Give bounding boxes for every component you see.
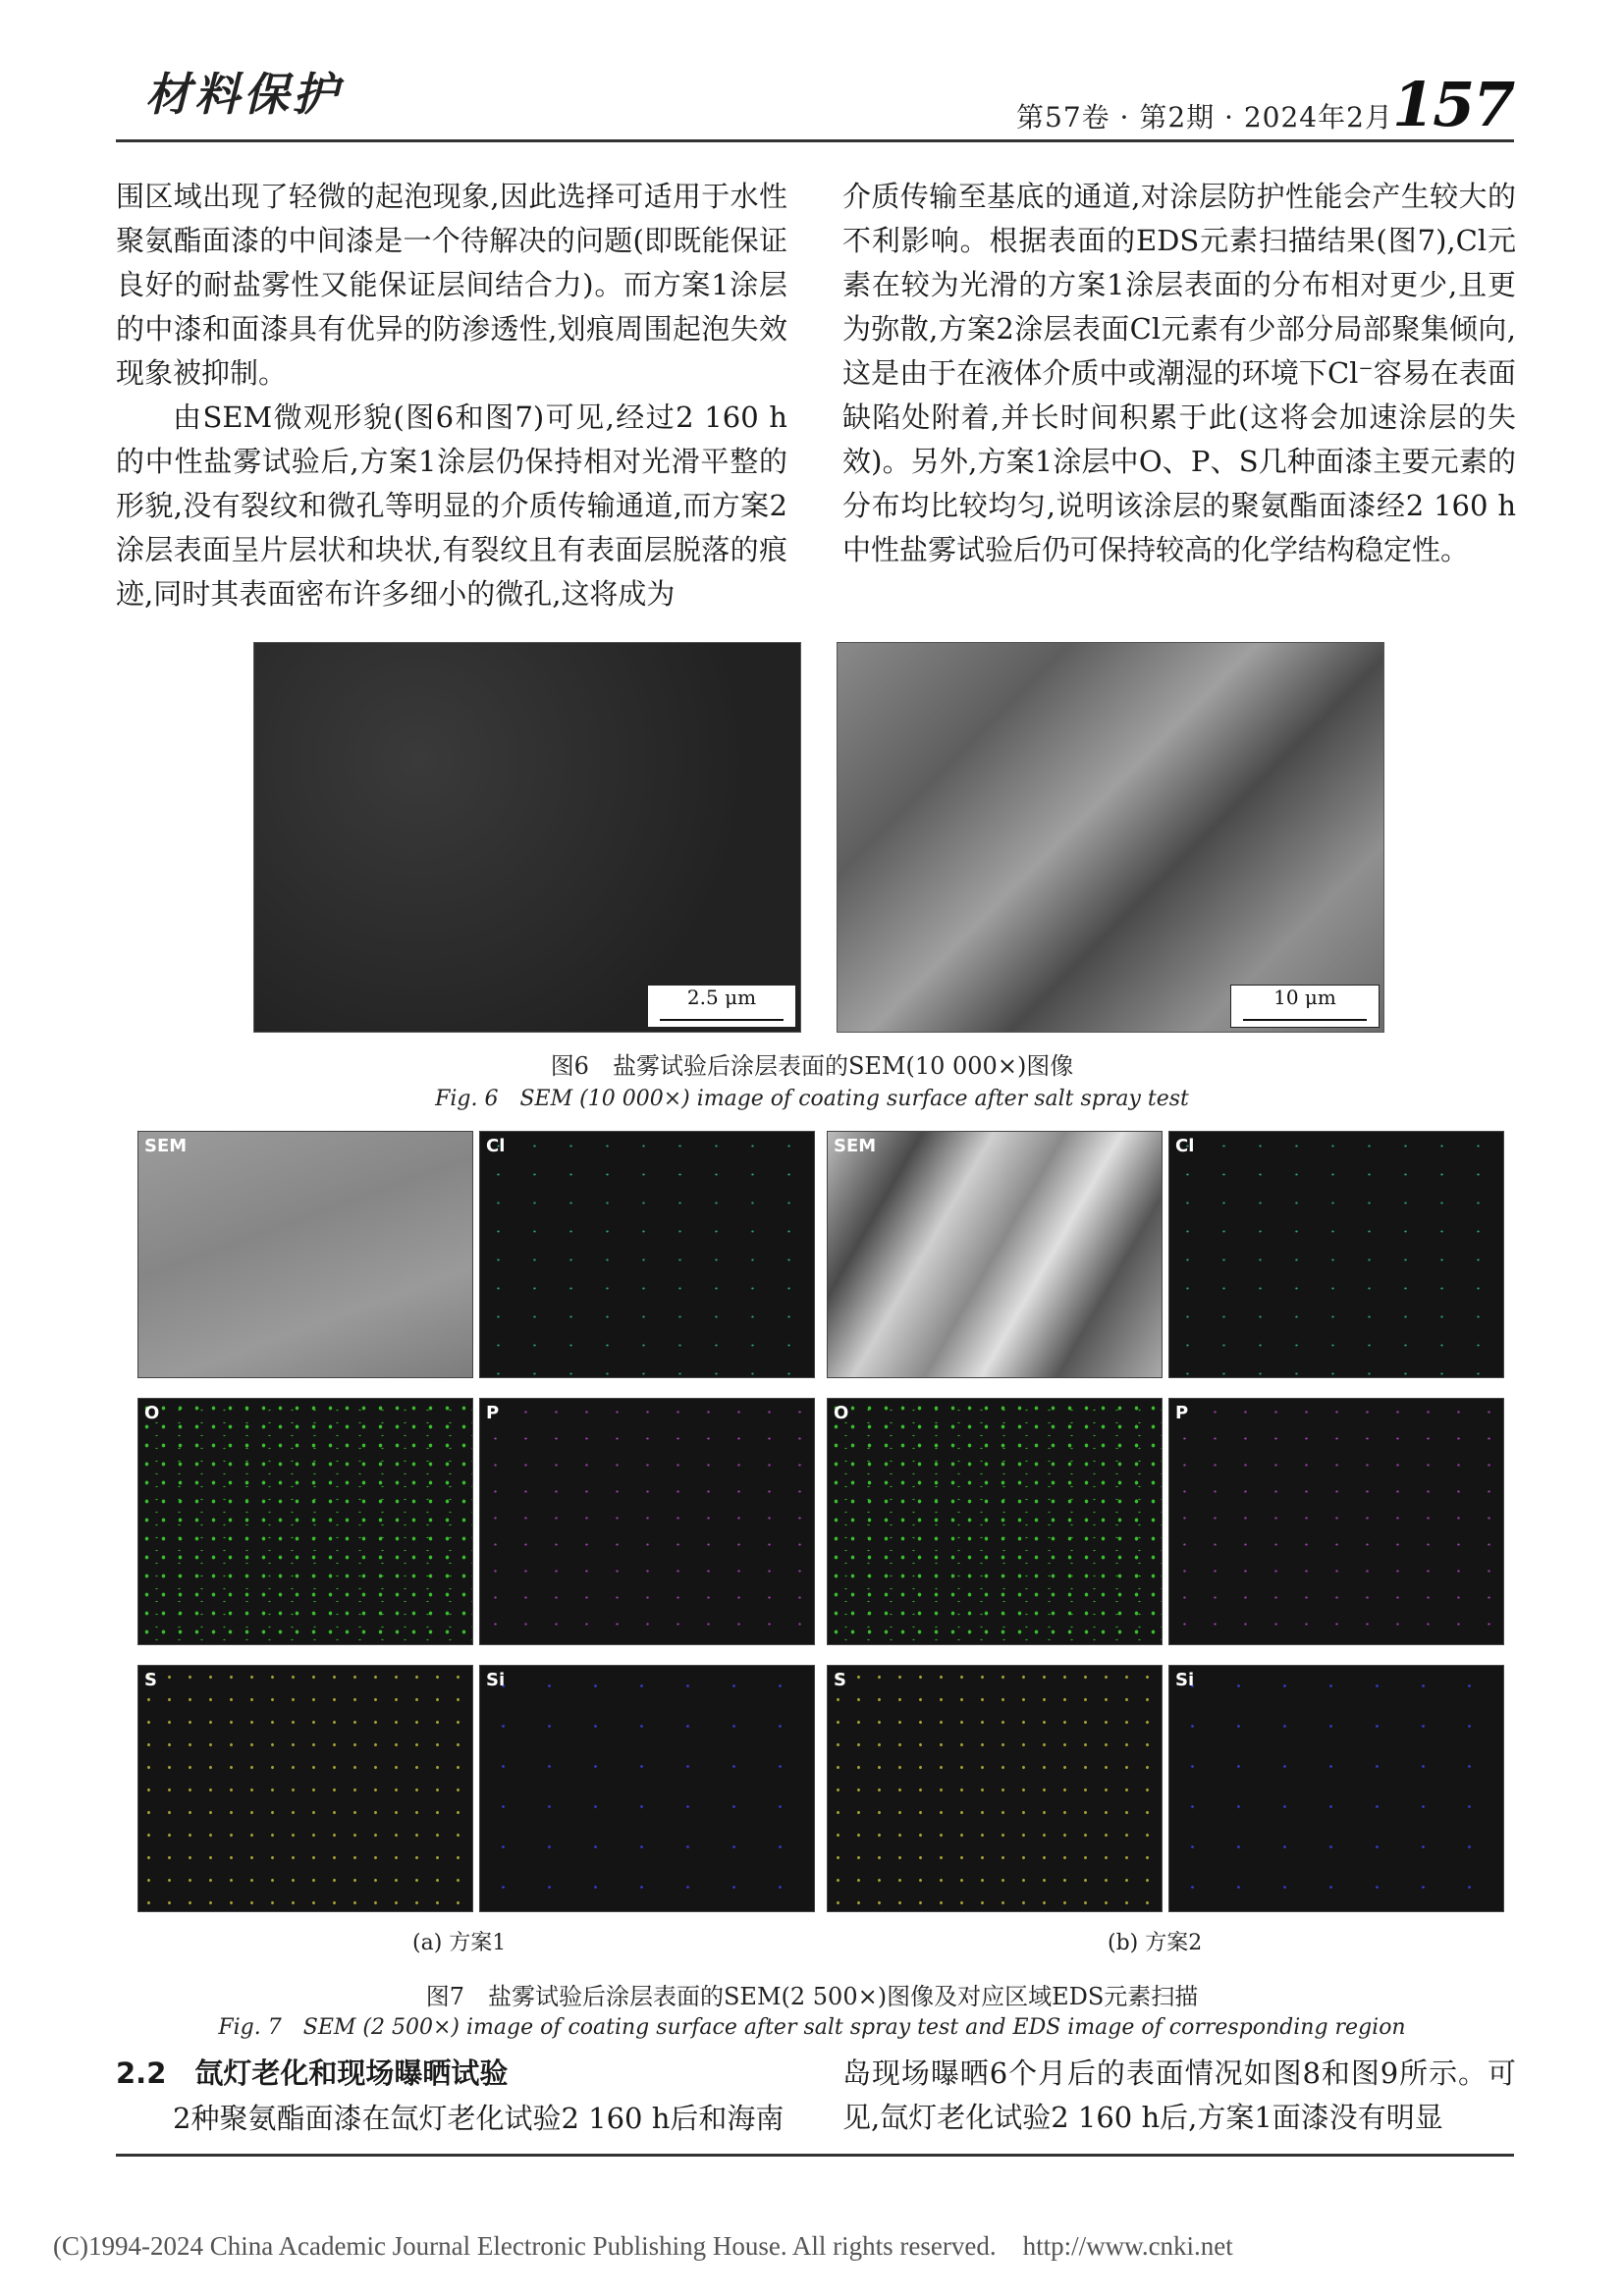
figure7-caption-en: Fig. 7 SEM (2 500×) image of coating surface after salt spray test and EDS image of corresponding region: [218, 2015, 1406, 2040]
panel-label: SEM: [834, 1136, 877, 1156]
copyright-footer: (C)1994-2024 China Academic Journal Electronic Publishing House. All rights reserved. http://www.cnki.net: [53, 2231, 1233, 2261]
paragraph: 2种聚氨酯面漆在氙灯老化试验2 160 h后和海南: [173, 2102, 785, 2135]
eds-panel-o: [827, 1398, 1163, 1645]
left-column-bottom: [116, 2097, 787, 2141]
header-rule: [116, 139, 1514, 142]
eds-panel-s: [827, 1665, 1163, 1912]
footer-rule: [116, 2154, 1514, 2157]
figure7-subcaption-a: (a) 方案1: [412, 1931, 507, 1955]
figure6-caption-cn: 图6 盐雾试验后涂层表面的SEM(10 000×)图像: [550, 1052, 1074, 1080]
eds-panel-s: [137, 1665, 473, 1912]
eds-panel-o: [137, 1398, 473, 1645]
issue-info: 第57卷 · 第2期 · 2024年2月: [1016, 101, 1393, 133]
eds-panel-p: [1168, 1398, 1504, 1645]
panel-label: O: [834, 1403, 849, 1423]
panel-label: O: [144, 1403, 160, 1423]
right-column-top: [842, 175, 1516, 572]
panel-label: Si: [1175, 1670, 1195, 1690]
eds-panel-cl: [1168, 1131, 1504, 1378]
panel-label: Cl: [1175, 1136, 1195, 1156]
figure7-subcaption-b: (b) 方案2: [1108, 1931, 1203, 1955]
paragraph: 岛现场曝晒6个月后的表面情况如图8和图9所示。可见,氙灯老化试验2 160 h后,方案1面漆没有明显: [842, 2056, 1516, 2134]
eds-panel-p: [479, 1398, 815, 1645]
panel-label: S: [144, 1670, 157, 1690]
section-heading: 2.2 氙灯老化和现场曝晒试验: [116, 2056, 509, 2090]
figure6-sem-image-b: [837, 642, 1384, 1033]
panel-label: SEM: [144, 1136, 188, 1156]
eds-panel-sem: [137, 1131, 473, 1378]
paragraph: 围区域出现了轻微的起泡现象,因此选择可适用于水性聚氨酯面漆的中间漆是一个待解决的问题(即既能保证良好的耐盐雾性又能保证层间结合力)。而方案1涂层的中漆和面漆具有优异的防渗透性,划痕周围起泡失效现象被抑制。: [116, 180, 788, 390]
journal-logo: 材料保护: [145, 68, 342, 121]
eds-panel-si: [1168, 1665, 1504, 1912]
figure6-caption-en: Fig. 6 SEM (10 000×) image of coating surface after salt spray test: [435, 1087, 1189, 1111]
panel-label: Cl: [486, 1136, 506, 1156]
figure6-sem-image-a: [253, 642, 801, 1033]
page-number: 157: [1392, 69, 1514, 140]
panel-label: Si: [486, 1670, 506, 1690]
panel-label: P: [486, 1403, 500, 1423]
scale-bar-label: 10 μm: [1273, 986, 1336, 1009]
scale-bar-label: 2.5 μm: [686, 986, 757, 1009]
panel-label: P: [1175, 1403, 1189, 1423]
right-column-bottom: [842, 2052, 1516, 2140]
eds-panel-si: [479, 1665, 815, 1912]
eds-panel-sem: [827, 1131, 1163, 1378]
scale-bar: [1230, 985, 1380, 1028]
panel-label: S: [834, 1670, 846, 1690]
paragraph: 介质传输至基底的通道,对涂层防护性能会产生较大的不利影响。根据表面的EDS元素扫描结果(图7),Cl元素在较为光滑的方案1涂层表面的分布相对更少,且更为弥散,方案2涂层表面Cl元素有少部分局部聚集倾向,这是由于在液体介质中或潮湿的环境下Cl⁻容易在表面缺陷处附着,并长时间积累于此(这将会加速涂层的失效)。另外,方案1涂层中O、P、S几种面漆主要元素的分布均比较均匀,说明该涂层的聚氨酯面漆经2 160 h中性盐雾试验后仍可保持较高的化学结构稳定性。: [842, 180, 1516, 566]
paragraph: 由SEM微观形貌(图6和图7)可见,经过2 160 h的中性盐雾试验后,方案1涂层仍保持相对光滑平整的形貌,没有裂纹和微孔等明显的介质传输通道,而方案2涂层表面呈片层状和块状,有裂纹且有表面层脱落的痕迹,同时其表面密布许多细小的微孔,这将成为: [116, 400, 787, 611]
scale-bar: [647, 985, 796, 1028]
eds-panel-cl: [479, 1131, 815, 1378]
figure7-caption-cn: 图7 盐雾试验后涂层表面的SEM(2 500×)图像及对应区域EDS元素扫描: [425, 1983, 1199, 2010]
left-column-top: [116, 175, 787, 616]
